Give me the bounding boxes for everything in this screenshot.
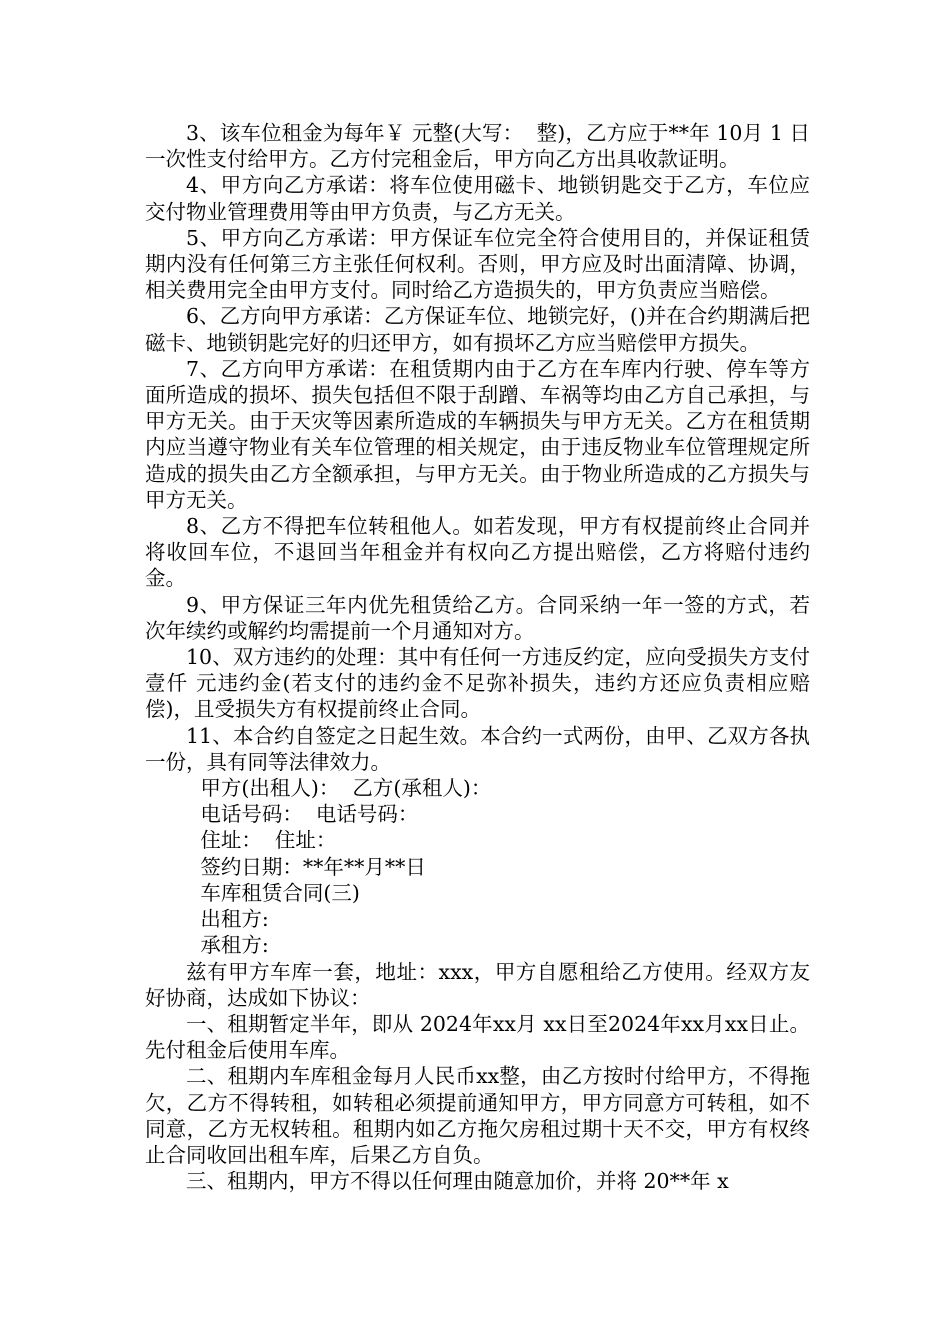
clause-10: 10、双方违约的处理：其中有任何一方违反约定，应向受损失方支付 壹仟 元违约金(若支付的违约金不足弥补损失，违约方还应负责相应赔偿)，且受损失方有权提前终止合同。 <box>145 645 817 722</box>
clause-5: 5、甲方向乙方承诺：甲方保证车位完全符合使用目的，并保证租赁期内没有任何第三方主张任何权利。否则，甲方应及时出面清障、协调，相关费用完全由甲方支付。同时给乙方造损失的，甲方负责应当赔偿。 <box>145 225 810 303</box>
clause-4: 4、甲方向乙方承诺：将车位使用磁卡、地锁钥匙交于乙方，车位应交付物业管理费用等由甲方负责，与乙方无关。 <box>145 173 810 224</box>
contract-3-intro: 兹有甲方车库一套，地址：xxx，甲方自愿租给乙方使用。经双方友好协商，达成如下协议： <box>145 959 810 1010</box>
clause-11: 11、本合约自签定之日起生效。本合约一式两份，由甲、乙双方各执一份，具有同等法律效力。 <box>145 723 810 774</box>
clause-3: 3、该车位租金为每年￥ 元整(大写： 整)，乙方应于**年 10月 1 日一次性支付给甲方。乙方付完租金后，甲方向乙方出具收款证明。 <box>145 121 810 172</box>
clause-8: 8、乙方不得把车位转租他人。如若发现，甲方有权提前终止合同并将收回车位，不退回当年租金并有权向乙方提出赔偿，乙方将赔付违约金。 <box>145 514 810 591</box>
section-title-contract-3: 车库租赁合同(三) <box>200 880 360 905</box>
signature-parties: 甲方(出租人)： 乙方(承租人)： <box>200 776 492 801</box>
clause-9: 9、甲方保证三年内优先租赁给乙方。合同采纳一年一签的方式，若次年续约或解约均需提前一个月通知对方。 <box>145 592 810 643</box>
signature-address: 住址： 住址： <box>200 828 337 853</box>
clause-6: 6、乙方向甲方承诺：乙方保证车位、地锁完好，()并在合约期满后把磁卡、地锁钥匙完好的归还甲方，如有损坏乙方应当赔偿甲方损失。 <box>145 304 810 355</box>
signature-date: 签约日期：**年**月**日 <box>200 854 426 879</box>
clause-7: 7、乙方向甲方承诺：在租赁期内由于乙方在车库内行驶、停车等方面所造成的损坏、损失包括但不限于刮蹭、车祸等均由乙方自己承担，与甲方无关。由于天灾等因素所造成的车辆损失与甲方无关。乙方在租赁期内应当遵守物业有关车位管理的相关规定，由于违反物业车位管理规定所造成的损失由乙方全额承担，与甲方无关。由于物业所造成的乙方损失与甲方无关。 <box>145 356 810 512</box>
contract-3-clause-3: 三、租期内，甲方不得以任何理由随意加价，并将 20**年 x <box>186 1169 729 1194</box>
contract-text <box>145 120 817 1194</box>
lessee-line: 承租方: <box>200 933 269 958</box>
contract-3-clause-2: 二、租期内车库租金每月人民币xx整，由乙方按时付给甲方，不得拖欠，乙方不得转租，如转租必须提前通知甲方，甲方同意方可转租，如不同意，乙方无权转租。租期内如乙方拖欠房租过期十天不交，甲方有权终止合同收回出租车库，后果乙方自负。 <box>145 1064 810 1167</box>
lessor-line: 出租方: <box>200 907 269 932</box>
signature-phone: 电话号码： 电话号码： <box>200 802 419 827</box>
contract-3-clause-1: 一、租期暂定半年，即从 2024年xx月 xx日至2024年xx月xx日止。先付租金后使用车库。 <box>145 1011 810 1063</box>
